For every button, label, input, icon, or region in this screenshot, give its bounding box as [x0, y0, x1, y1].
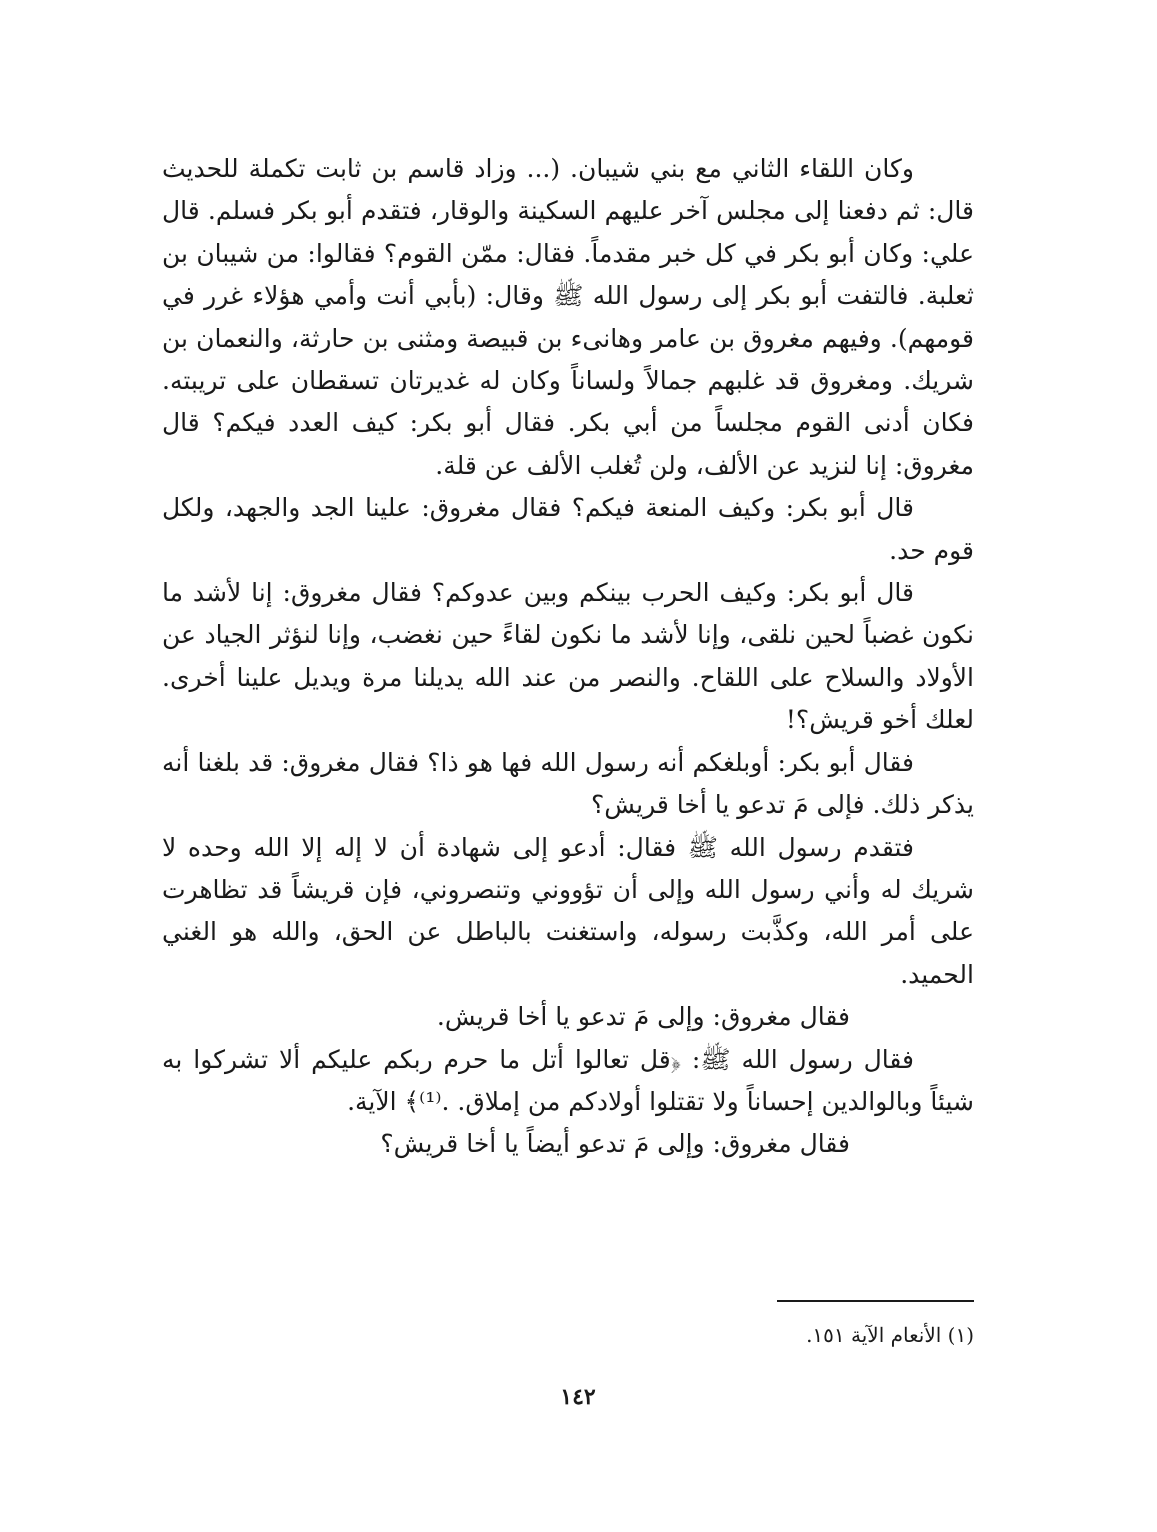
- paragraph-6: فقال مغروق: وإلى مَ تدعو يا أخا قريش.: [436, 1002, 850, 1032]
- page-number: ١٤٢: [560, 1384, 596, 1410]
- paragraph-1: وكان اللقاء الثاني مع بني شيبان. (... وزاد قاسم بن ثابت تكملة للحديث قال: ثم دفعنا إلى مجلس آخر عليهم السكينة والوقار، فتقدم أبو بكر فسلم. قال علي: وكان أبو بكر في كل خبر مقدماً. فقال: ممّن القوم؟ فقالوا: من شيبان بن ثعلبة. فالتفت أبو بكر إلى رسول الله ﷺ وقال: (بأبي أنت وأمي هؤلاء غرر في قومهم). وفيهم مغروق بن عامر وهانىء بن قبيصة ومثنى بن حارثة، والنعمان بن شريك. ومغروق قد غلبهم جمالاً ولساناً وكان له غديرتان تسقطان على تريبته. فكان أدنى القوم مجلساً من أبي بكر. فقال أبو بكر: كيف العدد فيكم؟ قال مغروق: إنا لنزيد عن الألف، ولن تُغلب الألف عن قلة.: [162, 154, 974, 480]
- paragraph-2: قال أبو بكر: وكيف المنعة فيكم؟ فقال مغروق: علينا الجد والجهد، ولكل قوم حد.: [162, 493, 974, 565]
- paragraph-8: فقال مغروق: وإلى مَ تدعو أيضاً يا أخا قريش؟: [380, 1129, 850, 1159]
- footnote: (١) الأنعام الآية ١٥١.: [806, 1323, 974, 1347]
- paragraph-7: فقال رسول الله ﷺ: ﴿قل تعالوا أتل ما حرم ربكم عليكم ألا تشركوا به شيئاً وبالوالدين إحساناً ولا تقتلوا أولادكم من إملاق. .⁽¹⁾﴾ الآية.: [162, 1044, 974, 1116]
- main-text: [162, 148, 974, 1166]
- paragraph-5: فتقدم رسول الله ﷺ فقال: أدعو إلى شهادة أن لا إله إلا الله وحده لا شريك له وأني رسول الله وإلى أن تؤووني وتنصروني، فإن قريشاً قد تظاهرت على أمر الله، وكذَّبت رسوله، واستغنت بالباطل عن الحق، والله هو الغني الحميد.: [162, 832, 974, 989]
- paragraph-4: فقال أبو بكر: أوبلغكم أنه رسول الله فها هو ذا؟ فقال مغروق: قد بلغنا أنه يذكر ذلك. فإلى مَ تدعو يا أخا قريش؟: [162, 747, 974, 820]
- paragraph-3: قال أبو بكر: وكيف الحرب بينكم وبين عدوكم؟ فقال مغروق: إنا لأشد ما نكون غضباً لحين نلقى، وإنا لأشد ما نكون لقاءً حين نغضب، وإنا لنؤثر الجياد عن الأولاد والسلاح على اللقاح. والنصر من عند الله يديلنا مرة ويديل علينا أخرى. لعلك أخو قريش؟!: [162, 578, 974, 735]
- footnote-divider: [777, 1300, 974, 1302]
